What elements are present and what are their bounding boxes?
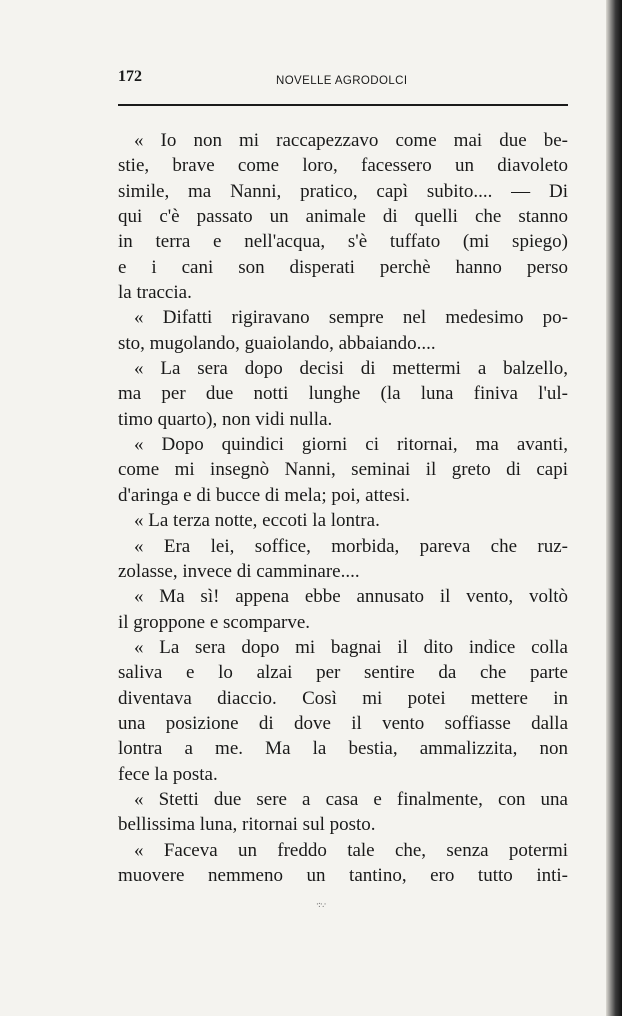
text-line: timo quarto), non vidi nulla. (118, 408, 333, 430)
page-header (118, 66, 568, 96)
text-line: zolasse, invece di camminare.... (118, 560, 360, 582)
page-number: 172 (118, 68, 142, 85)
text-line: ma per due notti lunghe (la luna finiva l'ul- (118, 383, 568, 405)
text-line: qui c'è passato un animale di quelli che stanno (118, 206, 568, 228)
text-line: saliva e lo alzai per sentire da che parte (118, 662, 568, 684)
text-line: « La terza notte, eccoti la lontra. (134, 510, 380, 532)
header-rule (118, 104, 568, 106)
text-line: e i cani son disperati perchè hanno perso (118, 256, 568, 278)
text-line: il groppone e scomparve. (118, 611, 311, 633)
text-line: fece la posta. (118, 763, 218, 785)
text-line: « Io non mi raccapezzavo come mai due be- (134, 130, 568, 151)
text-line: d'aringa e di bucce di mela; poi, attesi. (118, 484, 411, 506)
text-line: una posizione di dove il vento soffiasse dalla (118, 712, 568, 734)
printer-ornament-mark: ·:·.· (316, 900, 326, 910)
text-line: lontra a me. Ma la bestia, ammalizzita, non (118, 738, 568, 760)
text-line: diventava diaccio. Così mi potei mettere in (118, 687, 568, 709)
text-line: « Dopo quindici giorni ci ritornai, ma avanti, (134, 434, 568, 456)
text-line: « Ma sì! appena ebbe annusato il vento, voltò (134, 586, 568, 608)
running-title: NOVELLE AGRODOLCI (276, 75, 408, 87)
body-text (118, 128, 568, 888)
text-line: bellissima luna, ritornai sul posto. (118, 814, 376, 836)
text-line: sto, mugolando, guaiolando, abbaiando.... (118, 332, 436, 354)
text-line: muovere nemmeno un tantino, ero tutto inti- (118, 864, 568, 886)
text-line: simile, ma Nanni, pratico, capì subito.... — Di (118, 180, 568, 202)
text-line: in terra e nell'acqua, s'è tuffato (mi spiego) (118, 231, 568, 253)
text-line: « Era lei, soffice, morbida, pareva che ruz- (134, 535, 568, 557)
text-line: « Stetti due sere a casa e finalmente, con una (134, 788, 568, 810)
page-edge-shadow (606, 0, 622, 1016)
text-line: la traccia. (118, 282, 192, 304)
text-line: « La sera dopo decisi di mettermi a balzello, (134, 358, 568, 380)
text-line: « La sera dopo mi bagnai il dito indice colla (134, 636, 568, 658)
text-line: stie, brave come loro, facessero un diavoleto (118, 155, 568, 177)
text-line: « Faceva un freddo tale che, senza potermi (134, 839, 568, 861)
text-line: come mi insegnò Nanni, seminai il greto di capi (118, 459, 568, 481)
text-line: « Difatti rigiravano sempre nel medesimo po- (134, 307, 568, 329)
